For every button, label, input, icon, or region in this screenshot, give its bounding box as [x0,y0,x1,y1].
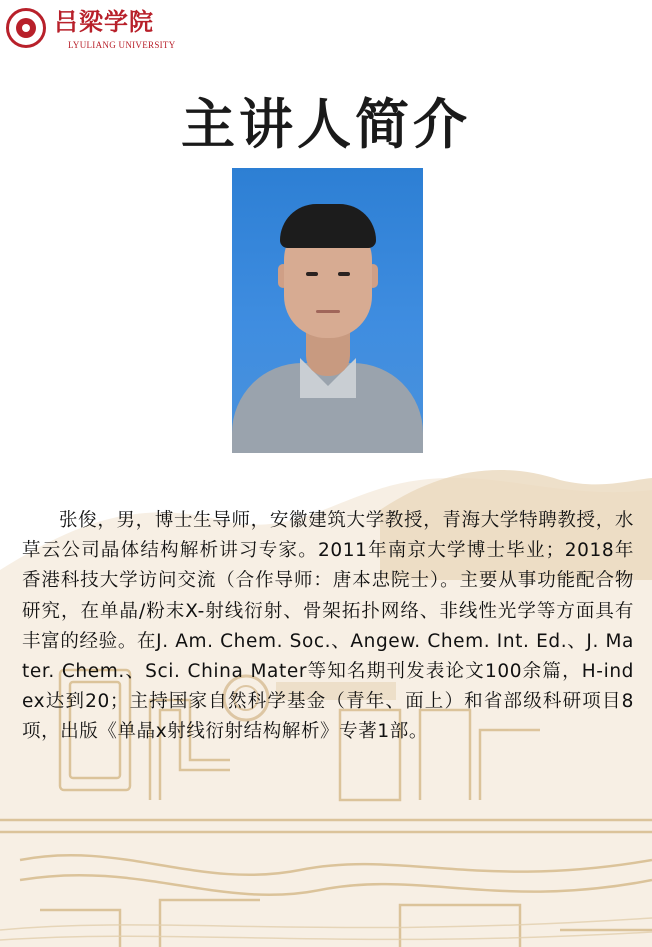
speaker-biography: 张俊，男，博士生导师，安徽建筑大学教授，青海大学特聘教授，水草云公司晶体结构解析讲习专家。2011年南京大学博士毕业；2018年香港科技大学访问交流（合作导师：唐本忠院士）。主要从事功能配合物研究，在单晶/粉末X-射线衍射、骨架拓扑网络、非线性光学等方面具有丰富的经验。在J. Am. Chem. Soc.、Angew. Chem. Int. Ed.、J. Mater. Chem.、Sci. China Mater等知名期刊发表论文100余篇，H-index达到20；主持国家自然科学基金（青年、面上）和省部级科研项目8项，出版《单晶x射线衍射结构解析》专著1部。 [22,510,634,743]
photo-eye-left [306,272,318,276]
photo-shoulders [232,363,423,453]
university-seal-icon [6,8,46,48]
photo-eye-right [338,272,350,276]
logo-chinese-name: 吕梁学院 [54,7,154,36]
university-logo [6,8,196,56]
speaker-photo [232,168,423,453]
photo-hair [280,204,376,248]
logo-english-name: LYULIANG UNIVERSITY [68,40,176,50]
page-title: 主讲人简介 [181,93,471,156]
photo-mouth [316,310,340,313]
